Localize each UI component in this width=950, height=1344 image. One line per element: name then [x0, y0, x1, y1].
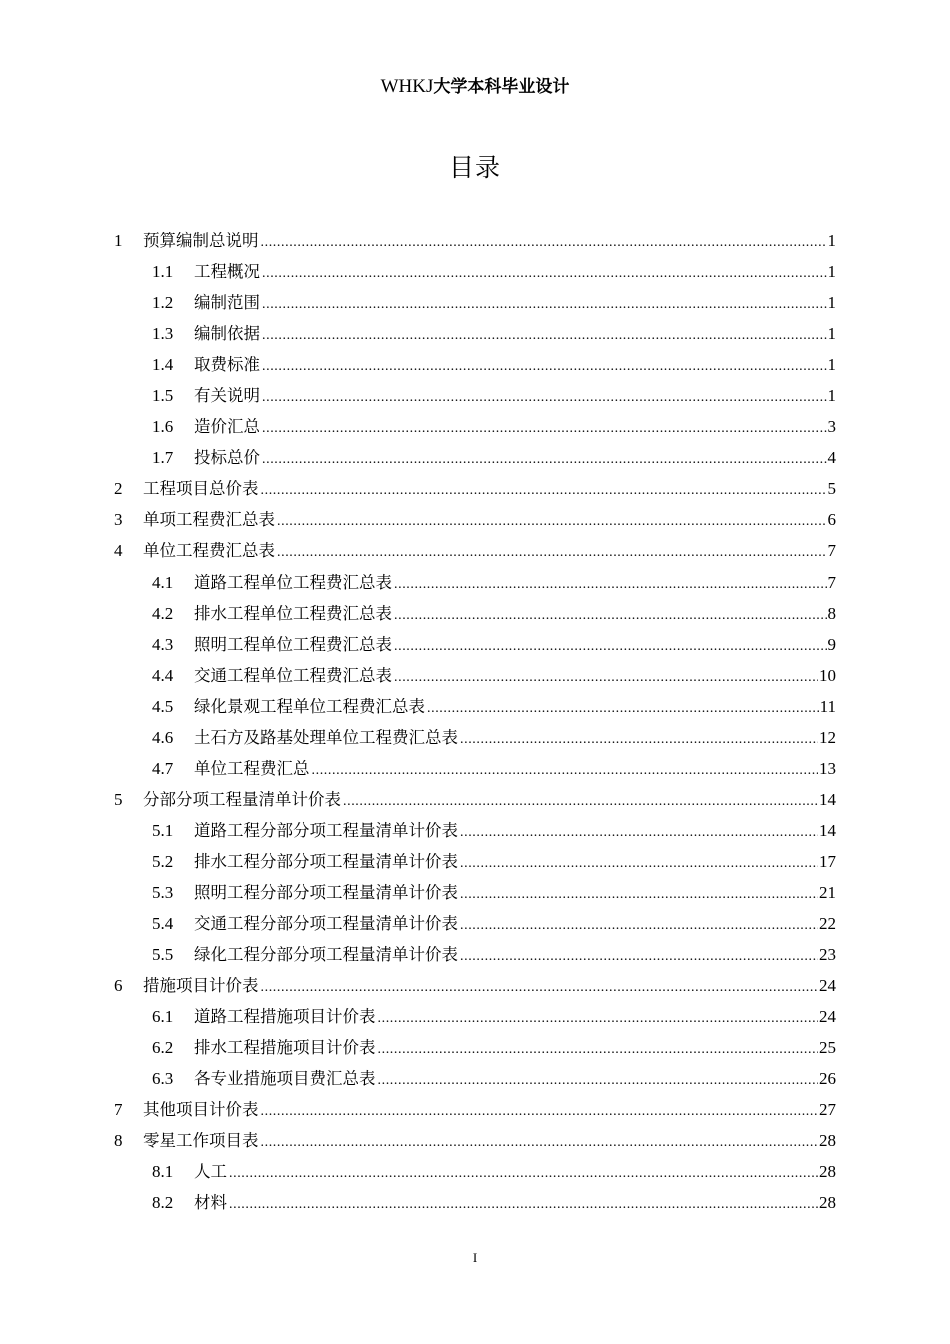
toc-entry-page: 8: [827, 603, 836, 623]
toc-entry[interactable]: [0, 846, 950, 877]
toc-entry-title: 土石方及路基处理单位工程费汇总表: [194, 727, 458, 747]
toc-entry[interactable]: [0, 784, 950, 815]
toc-title: 目录: [448, 153, 501, 182]
toc-entry-page: 23: [819, 945, 836, 965]
toc-entry-title: 编制范围: [194, 293, 260, 313]
toc-entry-page: 28: [819, 1193, 836, 1213]
toc-entry-line: [194, 877, 836, 910]
toc-entry[interactable]: [0, 815, 950, 846]
toc-entry[interactable]: [0, 722, 950, 753]
toc-dot-leader: [312, 755, 819, 786]
toc-entry[interactable]: [0, 287, 950, 318]
toc-entry-page: 28: [819, 1131, 836, 1151]
toc-entry[interactable]: [0, 318, 950, 349]
toc-entry-page: 24: [819, 976, 836, 996]
toc-entry-page: 10: [819, 665, 836, 685]
toc-entry-page: 1: [827, 324, 836, 344]
toc-entry-title: 单位工程费汇总: [194, 758, 310, 778]
toc-dot-leader: [261, 1096, 819, 1127]
toc-dot-leader: [343, 786, 818, 817]
toc-entry-title: 绿化工程分部分项工程量清单计价表: [194, 945, 458, 965]
toc-entry-number: 1.3: [152, 324, 174, 344]
toc-entry-page: 22: [819, 914, 836, 934]
toc-entry-line: [194, 1001, 836, 1034]
toc-entry-page: 1: [827, 293, 836, 313]
toc-dot-leader: [277, 506, 827, 537]
toc-entry-page: 1: [827, 386, 836, 406]
toc-entry[interactable]: [0, 1032, 950, 1063]
toc-dot-leader: [460, 724, 818, 755]
toc-entry-page: 9: [827, 634, 836, 654]
toc-dot-leader: [277, 537, 827, 568]
toc-entry[interactable]: [0, 256, 950, 287]
toc-entry-title: 排水工程措施项目计价表: [194, 1038, 376, 1058]
toc-entry-line: [194, 287, 836, 320]
toc-entry-title: 交通工程分部分项工程量清单计价表: [194, 914, 458, 934]
toc-entry-title: 工程项目总价表: [143, 479, 259, 499]
toc-entry-number: 2: [114, 479, 123, 499]
toc-entry-page: 4: [827, 448, 836, 468]
toc-entry-line: [194, 691, 836, 724]
toc-entry[interactable]: [0, 535, 950, 566]
toc-entry[interactable]: [0, 970, 950, 1001]
toc-entry-number: 4.3: [152, 634, 174, 654]
toc-dot-leader: [427, 693, 819, 724]
toc-entry-title: 投标总价: [194, 448, 260, 468]
toc-entry-page: 12: [819, 727, 836, 747]
toc-entry-title: 照明工程分部分项工程量清单计价表: [194, 882, 458, 902]
toc-entry-number: 1.7: [152, 448, 174, 468]
toc-entry-line: [194, 1063, 836, 1096]
toc-entry-number: 4.4: [152, 665, 174, 685]
toc-entry-page: 5: [827, 479, 836, 499]
toc-entry-line: [194, 1156, 836, 1189]
toc-dot-leader: [262, 351, 827, 382]
toc-entry[interactable]: [0, 1094, 950, 1125]
toc-entry-title: 道路工程分部分项工程量清单计价表: [194, 820, 458, 840]
toc-entry-page: 6: [827, 510, 836, 530]
toc-entry-title: 预算编制总说明: [143, 231, 259, 250]
toc-entry[interactable]: [0, 753, 950, 784]
toc-dot-leader: [378, 1003, 819, 1034]
toc-entry-line: [194, 598, 836, 631]
toc-entry-line: [194, 1032, 836, 1065]
toc-entry-number: 5.1: [152, 820, 174, 840]
toc-entry-line: [143, 504, 836, 537]
toc-entry-number: 4: [114, 541, 123, 561]
toc-entry-line: [194, 846, 836, 879]
toc-entry-title: 编制依据: [194, 324, 260, 344]
toc-entry-title: 单位工程费汇总表: [143, 541, 275, 561]
toc-dot-leader: [262, 444, 827, 475]
toc-dot-leader: [261, 1127, 819, 1158]
toc-entry-title: 工程概况: [194, 262, 260, 282]
toc-entry-line: [194, 939, 836, 972]
toc-entry[interactable]: [0, 473, 950, 504]
toc-dot-leader: [378, 1034, 819, 1065]
toc-entry-number: 5: [114, 789, 123, 809]
toc-entry[interactable]: [0, 908, 950, 939]
toc-entry-number: 6.1: [152, 1007, 174, 1027]
toc-entry-title: 其他项目计价表: [143, 1100, 259, 1120]
toc-entry-line: [143, 473, 836, 506]
toc-entry[interactable]: [0, 225, 950, 256]
toc-entry-page: 17: [819, 851, 836, 871]
toc-entry-line: [194, 349, 836, 382]
toc-entry-line: [194, 722, 836, 755]
header-title-text: 大学本科毕业设计: [433, 77, 570, 97]
toc-entry-title: 道路工程单位工程费汇总表: [194, 572, 392, 592]
toc-entry-title: 绿化景观工程单位工程费汇总表: [194, 696, 425, 716]
toc-dot-leader: [460, 848, 818, 879]
toc-entry-number: 6.2: [152, 1038, 174, 1058]
toc-entry-number: 3: [114, 510, 123, 530]
toc-entry-line: [194, 753, 836, 786]
toc-entry-page: 1: [827, 355, 836, 375]
toc-entry-line: [143, 225, 836, 258]
toc-entry[interactable]: [0, 411, 950, 442]
toc-entry-number: 1.4: [152, 355, 174, 375]
toc-entry-number: 1.1: [152, 262, 174, 282]
toc-entry-number: 4.1: [152, 572, 174, 592]
toc-entry-line: [194, 660, 836, 693]
toc-entry-line: [194, 442, 836, 475]
toc-entry-title: 材料: [194, 1193, 227, 1213]
toc-entry-page: 7: [827, 572, 836, 592]
toc-entry-number: 6: [114, 976, 123, 996]
toc-entry-page: 14: [819, 820, 836, 840]
page-header: [0, 74, 950, 100]
toc-dot-leader: [460, 879, 818, 910]
toc-entry-number: 6.3: [152, 1069, 174, 1089]
toc-entry-line: [143, 1125, 836, 1158]
toc-entry-title: 造价汇总: [194, 417, 260, 437]
toc-entry-page: 21: [819, 882, 836, 902]
toc-entry[interactable]: [0, 1125, 950, 1156]
toc-entry[interactable]: [0, 504, 950, 535]
toc-entry-number: 5.3: [152, 882, 174, 902]
toc-entry-number: 1.5: [152, 386, 174, 406]
toc-entry-line: [194, 411, 836, 444]
toc-entry-title: 各专业措施项目费汇总表: [194, 1069, 376, 1089]
toc-entry-number: 1.2: [152, 293, 174, 313]
toc-entry-page: 25: [819, 1038, 836, 1058]
toc-dot-leader: [262, 413, 827, 444]
toc-entry-number: 5.2: [152, 851, 174, 871]
toc-entry-title: 人工: [194, 1162, 227, 1182]
page-number: I: [472, 1250, 478, 1265]
toc-entry-page: 27: [819, 1100, 836, 1120]
toc-entry-page: 14: [819, 789, 836, 809]
toc-entry[interactable]: [0, 1187, 950, 1218]
toc-entry-line: [194, 567, 836, 600]
toc-entry-page: 7: [827, 541, 836, 561]
toc-dot-leader: [394, 631, 827, 662]
toc-entry-number: 8.2: [152, 1193, 174, 1213]
header-latin-text: WHKJ: [380, 76, 434, 97]
toc-entry[interactable]: [0, 567, 950, 598]
toc-entry-line: [194, 908, 836, 941]
toc-dot-leader: [261, 972, 819, 1003]
toc-entry-line: [143, 970, 836, 1003]
toc-dot-leader: [262, 320, 827, 351]
toc-entry-page: 13: [819, 758, 836, 778]
toc-dot-leader: [262, 289, 827, 320]
toc-entry-number: 4.6: [152, 727, 174, 747]
toc-entry[interactable]: [0, 349, 950, 380]
toc-dot-leader: [229, 1189, 818, 1220]
toc-entry[interactable]: [0, 442, 950, 473]
toc-entry-number: 7: [114, 1100, 123, 1120]
toc-entry-title: 取费标准: [194, 355, 260, 375]
table-of-contents: [0, 225, 950, 1219]
toc-entry[interactable]: [0, 1001, 950, 1032]
toc-entry-line: [143, 1094, 836, 1127]
toc-entry-number: 4.5: [152, 696, 174, 716]
toc-entry-title: 分部分项工程量清单计价表: [143, 789, 341, 809]
toc-dot-leader: [262, 258, 827, 289]
toc-entry-number: 1.6: [152, 417, 174, 437]
toc-entry[interactable]: [0, 629, 950, 660]
toc-entry-title: 措施项目计价表: [143, 976, 259, 996]
toc-entry-line: [194, 380, 836, 413]
toc-entry[interactable]: [0, 939, 950, 970]
toc-entry-line: [194, 256, 836, 289]
toc-dot-leader: [394, 600, 827, 631]
toc-entry-number: 8: [114, 1131, 123, 1151]
toc-entry[interactable]: [0, 691, 950, 722]
toc-entry-title: 零星工作项目表: [143, 1131, 259, 1151]
toc-entry-title: 交通工程单位工程费汇总表: [194, 665, 392, 685]
toc-dot-leader: [394, 662, 818, 693]
toc-entry-page: 26: [819, 1069, 836, 1089]
toc-entry[interactable]: [0, 877, 950, 908]
toc-entry-line: [194, 318, 836, 351]
toc-entry-page: 1: [827, 262, 836, 282]
toc-entry-number: 1: [114, 231, 123, 250]
toc-entry[interactable]: [0, 380, 950, 411]
toc-entry-number: 8.1: [152, 1162, 174, 1182]
toc-entry-page: 28: [819, 1162, 836, 1182]
toc-entry-title: 排水工程分部分项工程量清单计价表: [194, 851, 458, 871]
toc-entry-number: 4.7: [152, 758, 174, 778]
toc-dot-leader: [394, 569, 827, 600]
toc-entry-title: 有关说明: [194, 386, 260, 406]
toc-entry-page: 24: [819, 1007, 836, 1027]
toc-entry[interactable]: [0, 598, 950, 629]
toc-entry-line: [143, 535, 836, 568]
toc-dot-leader: [229, 1158, 818, 1189]
toc-entry-page: 3: [827, 417, 836, 437]
toc-entry-number: 4.2: [152, 603, 174, 623]
toc-entry-line: [194, 1187, 836, 1220]
toc-dot-leader: [261, 227, 827, 258]
toc-entry-title: 排水工程单位工程费汇总表: [194, 603, 392, 623]
toc-dot-leader: [460, 817, 818, 848]
toc-dot-leader: [460, 910, 818, 941]
toc-dot-leader: [378, 1065, 819, 1096]
toc-entry-line: [194, 815, 836, 848]
toc-entry[interactable]: [0, 1063, 950, 1094]
toc-entry-line: [194, 629, 836, 662]
toc-entry-number: 5.4: [152, 914, 174, 934]
toc-entry-line: [143, 784, 836, 817]
toc-dot-leader: [261, 475, 827, 506]
toc-entry-page: 11: [819, 696, 836, 716]
toc-entry[interactable]: [0, 1156, 950, 1187]
toc-entry[interactable]: [0, 660, 950, 691]
toc-entry-title: 照明工程单位工程费汇总表: [194, 634, 392, 654]
toc-entry-page: 1: [827, 231, 836, 250]
toc-dot-leader: [460, 941, 818, 972]
toc-entry-title: 单项工程费汇总表: [143, 510, 275, 530]
toc-dot-leader: [262, 382, 827, 413]
toc-entry-number: 5.5: [152, 945, 174, 965]
toc-entry-title: 道路工程措施项目计价表: [194, 1007, 376, 1027]
